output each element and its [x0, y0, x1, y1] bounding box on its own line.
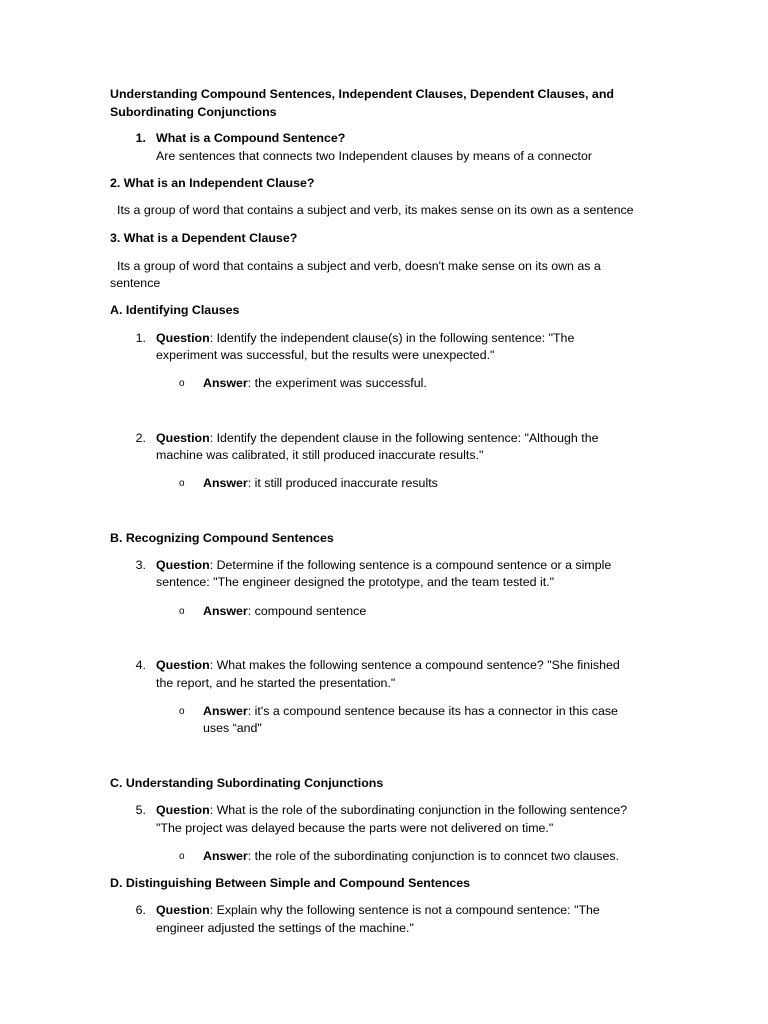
heading-dependent-clause: 3. What is a Dependent Clause? [110, 231, 298, 245]
list-number: 1. [135, 331, 146, 345]
section-c-heading: C. Understanding Subordinating Conjunctions [110, 776, 384, 790]
question-line-2: experiment was successful, but the results were unexpected." [156, 348, 495, 362]
list-number: 4. [135, 658, 146, 672]
question-line-2: machine was calibrated, it still produced inaccurate results." [156, 448, 484, 462]
question-line-2: "The project was delayed because the parts were not delivered on time." [156, 821, 554, 835]
bullet-icon: o [179, 706, 185, 717]
list-number: 2. [135, 431, 146, 445]
intro-heading-1: What is a Compound Sentence? [156, 131, 346, 145]
answer-label: Answer [203, 604, 248, 618]
question-line-1: Question: What is the role of the subordinating conjunction in the following sentence? [156, 803, 628, 817]
question-line-1: Question: Determine if the following sentence is a compound sentence or a simple [156, 558, 612, 572]
answer-dependent-clause-line-2: sentence [110, 276, 161, 290]
bullet-icon: o [179, 606, 185, 617]
list-number: 3. [135, 558, 146, 572]
question-line-1: Question: Explain why the following sentence is not a compound sentence: "The [156, 903, 600, 917]
question-line-1: Question: Identify the dependent clause in the following sentence: "Although the [156, 431, 599, 445]
answer-line-1: Answer: it's a compound sentence because its has a connector in this case [203, 704, 618, 718]
answer-dependent-clause-line-1: Its a group of word that contains a subject and verb, doesn't make sense on its own as a [117, 259, 601, 273]
answer-label: Answer [203, 376, 248, 390]
document-title [110, 86, 670, 121]
list-number: 1. [135, 131, 146, 145]
answer-line-1: Answer: compound sentence [203, 604, 367, 618]
question-line-1: Question: Identify the independent clause(s) in the following sentence: "The [156, 331, 575, 345]
question-label: Question [156, 903, 210, 917]
answer-label: Answer [203, 849, 248, 863]
section-b-heading: B. Recognizing Compound Sentences [110, 531, 334, 545]
list-number: 6. [135, 903, 146, 917]
question-label: Question [156, 658, 210, 672]
answer-line-1: Answer: the experiment was successful. [203, 376, 427, 390]
section-d-heading: D. Distinguishing Between Simple and Compound Sentences [110, 876, 471, 890]
question-label: Question [156, 803, 210, 817]
answer-line-1: Answer: it still produced inaccurate results [203, 476, 438, 490]
answer-line-1: Answer: the role of the subordinating conjunction is to conncet two clauses. [203, 849, 620, 863]
answer-label: Answer [203, 704, 248, 718]
question-label: Question [156, 331, 210, 345]
section-a-heading: A. Identifying Clauses [110, 303, 240, 317]
list-number: 5. [135, 803, 146, 817]
question-line-2: engineer adjusted the settings of the machine." [156, 921, 414, 935]
intro-answer-1: Are sentences that connects two Independent clauses by means of a connector [156, 149, 593, 163]
question-line-1: Question: What makes the following sentence a compound sentence? "She finished [156, 658, 620, 672]
answer-line-2: uses “and" [203, 721, 262, 735]
question-line-2: the report, and he started the presentation." [156, 676, 396, 690]
title-line-1: Understanding Compound Sentences, Independent Clauses, Dependent Clauses, and [110, 87, 614, 101]
bullet-icon: o [179, 851, 185, 862]
question-line-2: sentence: "The engineer designed the prototype, and the team tested it." [156, 575, 554, 589]
answer-independent-clause: Its a group of word that contains a subject and verb, its makes sense on its own as a sentence [117, 203, 634, 217]
bullet-icon: o [179, 478, 185, 489]
title-line-2: Subordinating Conjunctions [110, 104, 277, 119]
question-label: Question [156, 431, 210, 445]
answer-label: Answer [203, 476, 248, 490]
bullet-icon: o [179, 378, 185, 389]
question-label: Question [156, 558, 210, 572]
heading-independent-clause: 2. What is an Independent Clause? [110, 176, 315, 190]
